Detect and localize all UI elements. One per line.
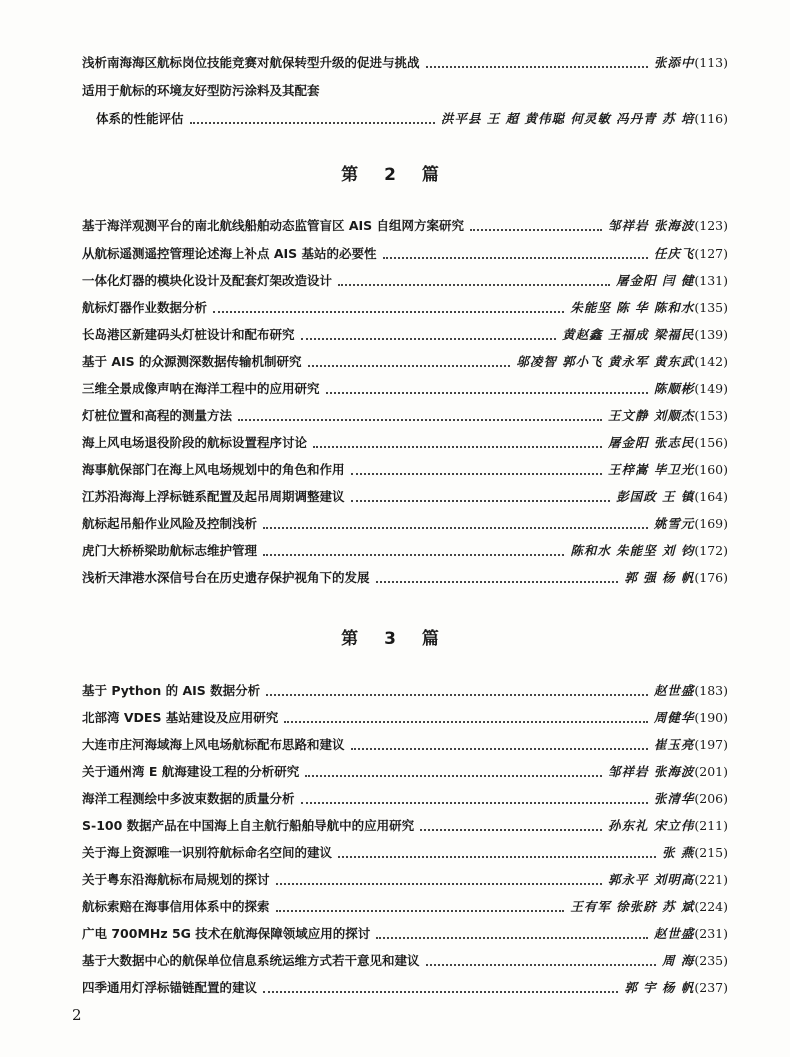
entry-title: 航标索赔在海事信用体系中的探索 [82,899,270,914]
entry-title: 从航标遥测遥控管理论述海上补点 AIS 基站的必要性 [82,246,377,261]
toc-entry[interactable] [82,401,728,425]
toc-entry[interactable] [82,730,728,754]
entry-page: (172) [694,543,728,558]
entry-title: 基于大数据中心的航保单位信息系统运维方式若干意见和建议 [82,953,420,968]
toc-entry[interactable] [82,892,728,916]
entry-page: (201) [694,764,728,779]
dot-leader [426,66,648,68]
dot-leader [376,581,619,583]
section-heading: 第 3 篇 [341,629,449,649]
entry-authors: 郭 宇 杨 帆 [624,980,695,995]
dot-leader [276,883,603,885]
entry-authors: 屠金阳 闫 健 [616,273,695,288]
toc-entry[interactable] [82,293,728,317]
entry-title: 四季通用灯浮标锚链配置的建议 [82,980,258,995]
entry-authors: 陈和水 朱能坚 刘 钧 [570,543,695,558]
toc-entry[interactable] [82,347,728,371]
entry-title: 灯桩位置和高程的测量方法 [82,408,233,423]
entry-authors: 郭 强 杨 帆 [624,570,695,585]
entry-page: (164) [694,489,728,504]
dot-leader [263,554,564,556]
dot-leader [301,802,648,804]
entry-title: 海洋工程测绘中多波束数据的质量分析 [82,791,295,806]
dot-leader [426,964,657,966]
entry-title: 一体化灯器的模块化设计及配套灯架改造设计 [82,273,333,288]
entry-title: 基于海洋观测平台的南北航线船舶动态监管盲区 AIS 自组网方案研究 [82,218,465,233]
entry-authors: 彭国政 王 镇 [616,489,695,504]
entry-page: (135) [694,300,728,315]
entry-title: 航标起吊船作业风险及控制浅析 [82,516,258,531]
entry-page: (131) [694,273,728,288]
entry-page: (237) [694,980,728,995]
entry-title: 关于通州湾 E 航海建设工程的分析研究 [82,764,300,779]
entry-page: (224) [694,899,728,914]
entry-authors: 任庆飞 [653,246,695,261]
entry-title: 广电 700MHz 5G 技术在航海保障领域应用的探讨 [82,926,371,941]
dot-leader [383,257,648,259]
entry-title: S-100 数据产品在中国海上自主航行船舶导航中的应用研究 [82,818,415,833]
entry-page: (156) [694,435,728,450]
entry-page: (160) [694,462,728,477]
entry-page: (235) [694,953,728,968]
entry-page: (211) [694,818,728,833]
dot-leader [301,338,557,340]
entry-title: 江苏沿海海上浮标链系配置及起吊周期调整建议 [82,489,345,504]
entry-authors: 孙东礼 宋立伟 [608,818,695,833]
entry-page: (221) [694,872,728,887]
entry-authors: 赵世盛 [653,926,695,941]
entry-title: 大连市庄河海域海上风电场航标配布思路和建议 [82,737,345,752]
dot-leader [190,122,435,124]
dot-leader [263,991,618,993]
entry-page: (231) [694,926,728,941]
toc-entry[interactable] [82,563,728,587]
entry-title: 北部湾 VDES 基站建设及应用研究 [82,710,279,725]
dot-leader [338,284,610,286]
toc-entry[interactable] [82,428,728,452]
toc-entry[interactable] [82,482,728,506]
dot-leader [276,910,565,912]
dot-leader [263,527,648,529]
entry-authors: 张 燕 [662,845,695,860]
entry-title: 浅析天津港水深信号台在历史遗存保护视角下的发展 [82,570,370,585]
toc-entry[interactable] [82,919,728,943]
toc-entry[interactable] [82,784,728,808]
dot-leader [266,694,648,696]
dot-leader [305,775,602,777]
toc-entry[interactable] [82,455,728,479]
toc-entry[interactable] [82,973,728,997]
dot-leader [313,446,602,448]
entry-page: (139) [694,327,728,342]
entry-authors: 周 海 [662,953,695,968]
entry-page: (153) [694,408,728,423]
entry-title: 航标灯器作业数据分析 [82,300,208,315]
entry-authors: 张清华 [653,791,695,806]
entry-page: (169) [694,516,728,531]
toc-entry[interactable] [82,48,728,72]
dot-leader [213,311,564,313]
toc-entry[interactable] [82,509,728,533]
toc-entry[interactable] [82,838,728,862]
entry-page: (127) [694,246,728,261]
entry-authors: 郭永平 刘明高 [608,872,695,887]
toc-entry[interactable] [82,239,728,263]
entry-title: 虎门大桥桥梁助航标志维护管理 [82,543,258,558]
entry-authors: 朱能坚 陈 华 陈和水 [570,300,695,315]
entry-title: 长岛港区新建码头灯桩设计和配布研究 [82,327,295,342]
toc-entry[interactable] [82,374,728,398]
dot-leader [284,721,648,723]
dot-leader [351,500,611,502]
entry-authors: 洪平县 王 超 黄伟聪 何灵敏 冯丹青 苏 培 [440,111,695,126]
toc-entry[interactable] [82,676,728,700]
entry-title: 基于 Python 的 AIS 数据分析 [82,683,261,698]
dot-leader [326,392,648,394]
entry-title: 关于海上资源唯一识别符航标命名空间的建议 [82,845,333,860]
entry-authors: 张添中 [653,55,695,70]
toc-entry[interactable] [82,320,728,344]
dot-leader [470,229,602,231]
entry-page: (149) [694,381,728,396]
entry-authors: 赵世盛 [653,683,695,698]
toc-entry[interactable] [82,865,728,889]
entry-title: 基于 AIS 的众源测深数据传输机制研究 [82,354,302,369]
toc-entry[interactable] [82,757,728,781]
entry-authors: 陈顺彬 [653,381,695,396]
page-number: 2 [72,1006,82,1024]
entry-authors: 黄赵鑫 王福成 梁福民 [562,327,695,342]
toc-entry[interactable] [82,266,728,290]
toc-entry[interactable] [82,946,728,970]
entry-authors: 王梓嵩 毕卫光 [608,462,695,477]
entry-authors: 周健华 [653,710,695,725]
entry-authors: 邬凌智 郭小飞 黄永军 黄东武 [516,354,695,369]
toc-entry[interactable] [82,536,728,560]
toc-entry[interactable] [82,76,728,100]
entry-page: (113) [694,55,728,70]
entry-page: (197) [694,737,728,752]
entry-title: 海上风电场退役阶段的航标设置程序讨论 [82,435,308,450]
entry-title: 三维全景成像声呐在海洋工程中的应用研究 [82,381,320,396]
entry-authors: 王文静 刘顺杰 [608,408,695,423]
entry-title: 体系的性能评估 [96,111,184,126]
dot-leader [308,365,511,367]
entry-page: (215) [694,845,728,860]
dot-leader [338,856,656,858]
entry-authors: 王有军 徐张跻 苏 斌 [570,899,695,914]
dot-leader [351,748,648,750]
entry-page: (142) [694,354,728,369]
dot-leader [420,829,602,831]
toc-entry[interactable] [82,703,728,727]
entry-page: (116) [694,111,728,126]
entry-page: (206) [694,791,728,806]
entry-page: (123) [694,218,728,233]
entry-title: 浅析南海海区航标岗位技能竞赛对航保转型升级的促进与挑战 [82,55,420,70]
entry-page: (190) [694,710,728,725]
toc-entry[interactable] [82,104,728,128]
dot-leader [376,937,648,939]
entry-authors: 姚雪元 [653,516,695,531]
toc-entry[interactable] [82,211,728,235]
section-heading: 第 2 篇 [341,165,449,185]
entry-title: 适用于航标的环境友好型防污涂料及其配套 [82,83,320,98]
entry-page: (183) [694,683,728,698]
entry-title: 海事航保部门在海上风电场规划中的角色和作用 [82,462,345,477]
entry-title: 关于粤东沿海航标布局规划的探讨 [82,872,270,887]
toc-entry[interactable] [82,811,728,835]
entry-authors: 崔玉亮 [653,737,695,752]
dot-leader [238,419,602,421]
entry-authors: 邹祥岩 张海波 [608,764,695,779]
dot-leader [351,473,603,475]
entry-authors: 邹祥岩 张海波 [608,218,695,233]
entry-page: (176) [694,570,728,585]
entry-authors: 屠金阳 张志民 [608,435,695,450]
